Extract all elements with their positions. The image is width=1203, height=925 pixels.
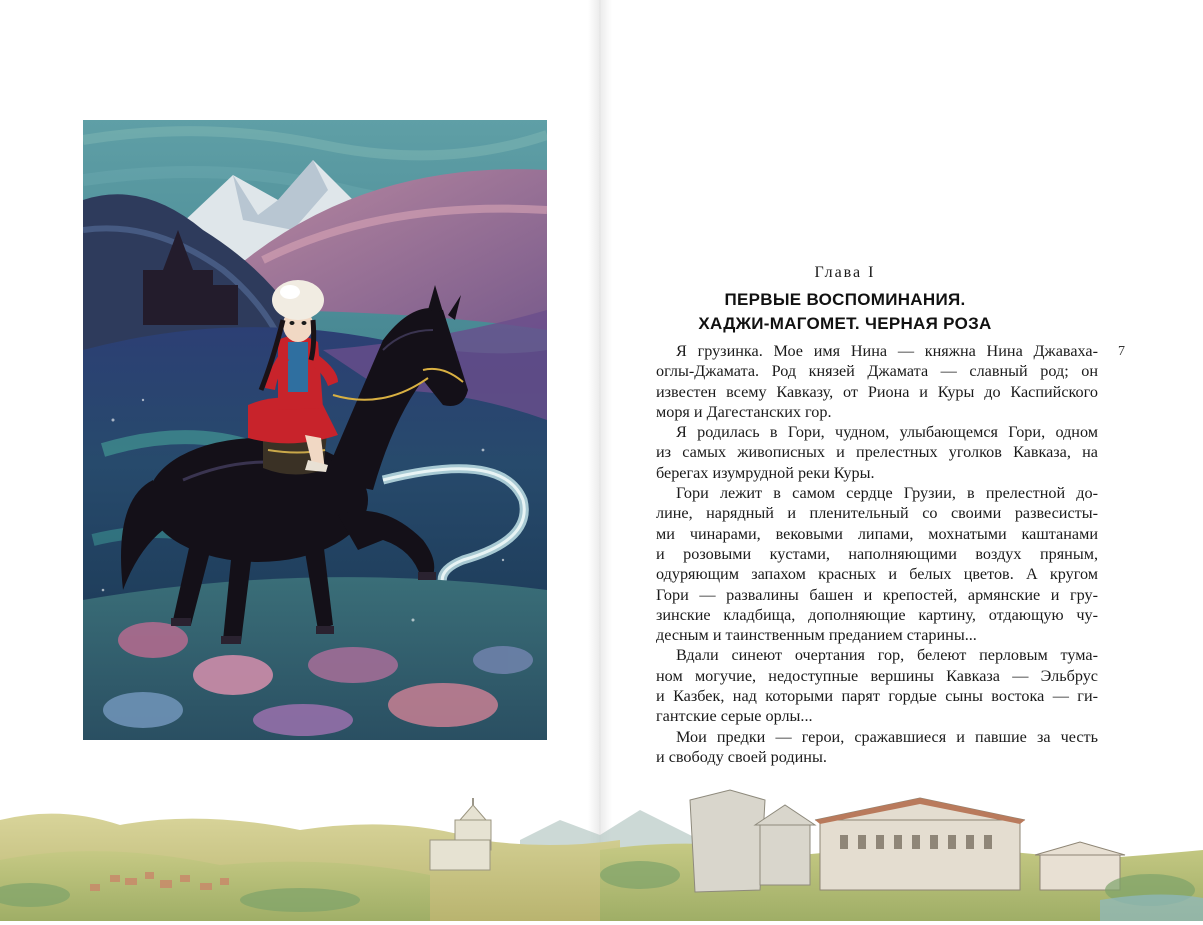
text-line: гантские серые орлы... [656, 707, 813, 726]
text-line: ном могучие, недоступные вершины Кавказа — Эльбрус [656, 666, 1098, 685]
text-line: моря и Дагестанских гор. [656, 402, 832, 421]
text-line: Я родилась в Гори, чудном, улыбающемся Гори, одном [676, 423, 1098, 442]
text-line: Я грузинка. Мое имя Нина — княжна Нина Джаваха- [676, 342, 1098, 360]
text-line: и розовыми кустами, наполняющими воздух пряным, [656, 544, 1098, 563]
text-line: десным и таинственным преданием старины... [656, 626, 977, 645]
text-line: из самых живописных и прелестных уголков Кавказа, на [656, 443, 1098, 462]
text-line: ми чинарами, вековыми липами, мохнатыми каштанами [656, 524, 1098, 543]
chapter-title [600, 288, 1090, 336]
text-line: берегах изумрудной реки Куры. [656, 463, 875, 482]
text-line: Гори лежит в самом сердце Грузии, в прелестной до- [676, 484, 1098, 503]
text-line: и свободу своей родины. [656, 747, 827, 766]
text-line: Гори — развалины башен и крепостей, армянские и гру- [656, 585, 1098, 604]
chapter-title-line-2: ХАДЖИ-МАГОМЕТ. ЧЕРНАЯ РОЗА [698, 314, 992, 333]
text-line: одуряющим запахом красных и белых цветов. А кругом [656, 565, 1098, 584]
chapter-label: Глава I [814, 264, 876, 281]
text-line: лине, нарядный и пленительный со своими развесисты- [656, 504, 1098, 523]
chapter-body-text [656, 341, 1098, 767]
text-line: зинские кладбища, дополняющие картину, отдающую чу- [656, 605, 1098, 624]
text-line: и Казбек, над которыми парят гордые сыны востока — ги- [656, 687, 1098, 706]
footer-landscape-illustration [0, 780, 1203, 921]
text-line: оглы-Джамата. Род князей Джамата — славный род; он [656, 362, 1098, 381]
text-line: Вдали синеют очертания гор, белеют перловым тума- [676, 646, 1098, 665]
text-line: Мои предки — герои, сражавшиеся и павшие за честь [676, 727, 1098, 746]
chapter-title-line-1: ПЕРВЫЕ ВОСПОМИНАНИЯ. [724, 290, 966, 309]
text-line: известен всему Кавказу, от Риона и Куры до Каспийского [656, 382, 1098, 401]
illustration-girl-on-horse [83, 120, 547, 740]
page-number: 7 [1118, 344, 1125, 359]
